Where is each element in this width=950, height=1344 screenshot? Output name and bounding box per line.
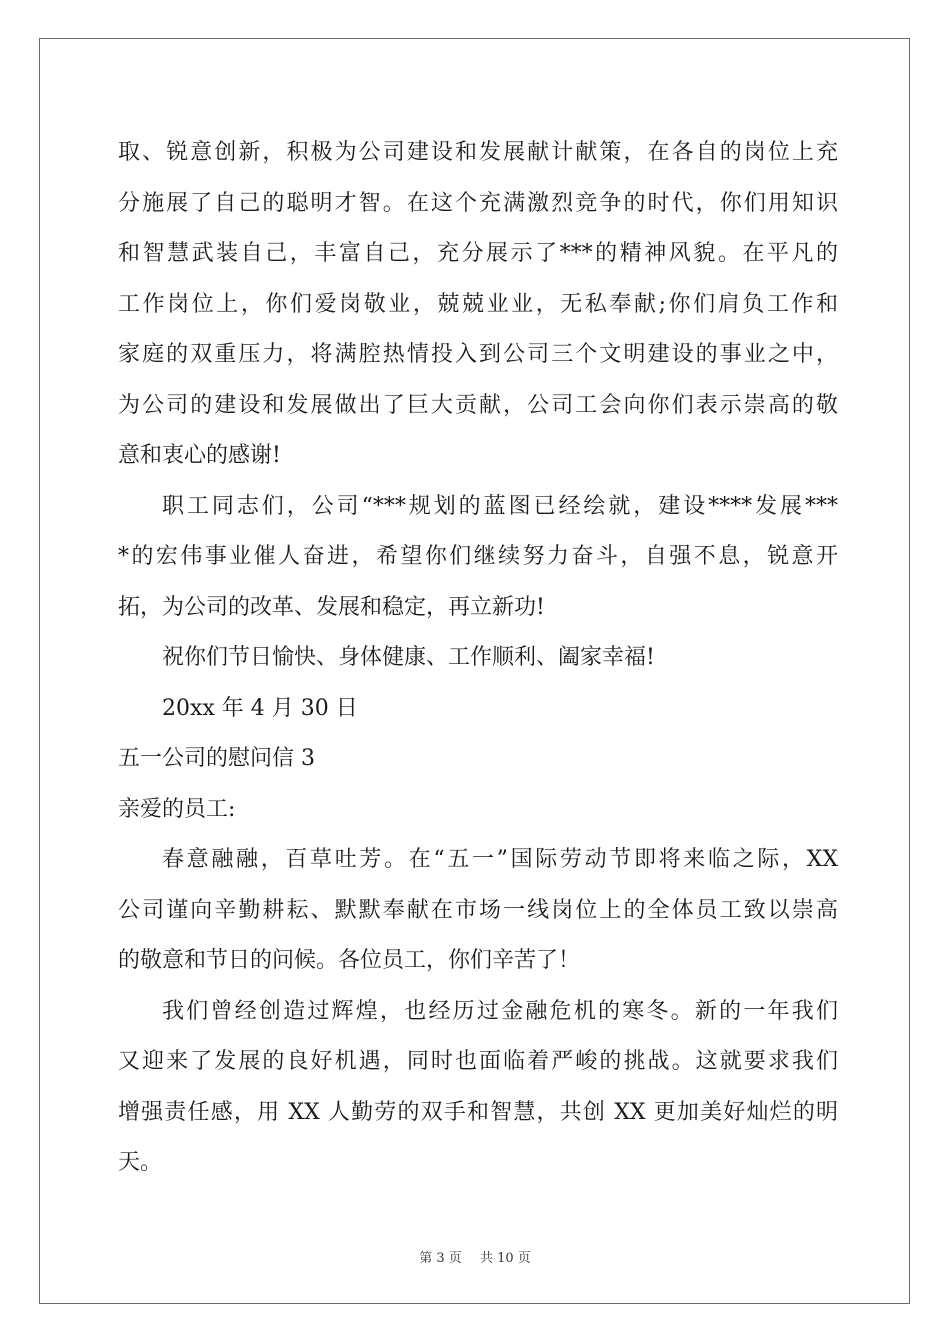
page-total: 共 10 页 bbox=[479, 1251, 531, 1266]
text-line: 亲爱的员工: bbox=[118, 796, 236, 822]
text-line: 工作岗位上，你们爱岗敬业，兢兢业业，无私奉献;你们肩负工作和 bbox=[118, 291, 838, 317]
text-line: 祝你们节日愉快、身体健康、工作顺利、阖家幸福! bbox=[162, 645, 655, 670]
text-line: 的敬意和节日的问候。各位员工，你们辛苦了！ bbox=[118, 948, 581, 973]
page-footer bbox=[0, 1247, 950, 1266]
text-line: 取、锐意创新，积极为公司建设和发展献计献策，在各自的岗位上充 bbox=[118, 140, 838, 165]
text-line: 家庭的双重压力，将满腔热情投入到公司三个文明建设的事业之中， bbox=[118, 342, 838, 367]
text-line: 公司谨向辛勤耕耘、默默奉献在市场一线岗位上的全体员工致以崇高 bbox=[118, 897, 838, 923]
text-line: 为公司的建设和发展做出了巨大贡献，公司工会向你们表示崇高的敬 bbox=[118, 392, 838, 418]
text-line: 职工同志们，公司“***规划的蓝图已经绘就，建设****发展*** bbox=[162, 493, 838, 519]
text-line: 我们曾经创造过辉煌，也经历过金融危机的寒冬。新的一年我们 bbox=[162, 998, 838, 1024]
page-number: 第 3 页 bbox=[419, 1251, 462, 1266]
text-line: 分施展了自己的聪明才智。在这个充满激烈竞争的时代，你们用知识 bbox=[118, 190, 838, 216]
text-line: 天。 bbox=[118, 1150, 163, 1175]
text-line: 意和衷心的感谢! bbox=[118, 443, 281, 468]
text-line: 五一公司的慰问信 3 bbox=[118, 746, 315, 771]
text-line: 和智慧武装自己，丰富自己，充分展示了***的精神风貌。在平凡的 bbox=[118, 241, 838, 266]
text-line: 春意融融，百草吐芳。在“五一”国际劳动节即将来临之际，XX bbox=[162, 847, 838, 872]
text-line: *的宏伟事业催人奋进，希望你们继续努力奋斗，自强不息，锐意开 bbox=[118, 544, 838, 569]
text-line: 又迎来了发展的良好机遇，同时也面临着严峻的挑战。这就要求我们 bbox=[118, 1049, 838, 1074]
text-line: 20xx 年 4 月 30 日 bbox=[162, 695, 358, 721]
letter-body bbox=[118, 128, 838, 1189]
text-line: 增强责任感，用 XX 人勤劳的双手和智慧，共创 XX 更加美好灿烂的明 bbox=[118, 1099, 838, 1125]
text-line: 拓，为公司的改革、发展和稳定，再立新功! bbox=[118, 594, 545, 620]
